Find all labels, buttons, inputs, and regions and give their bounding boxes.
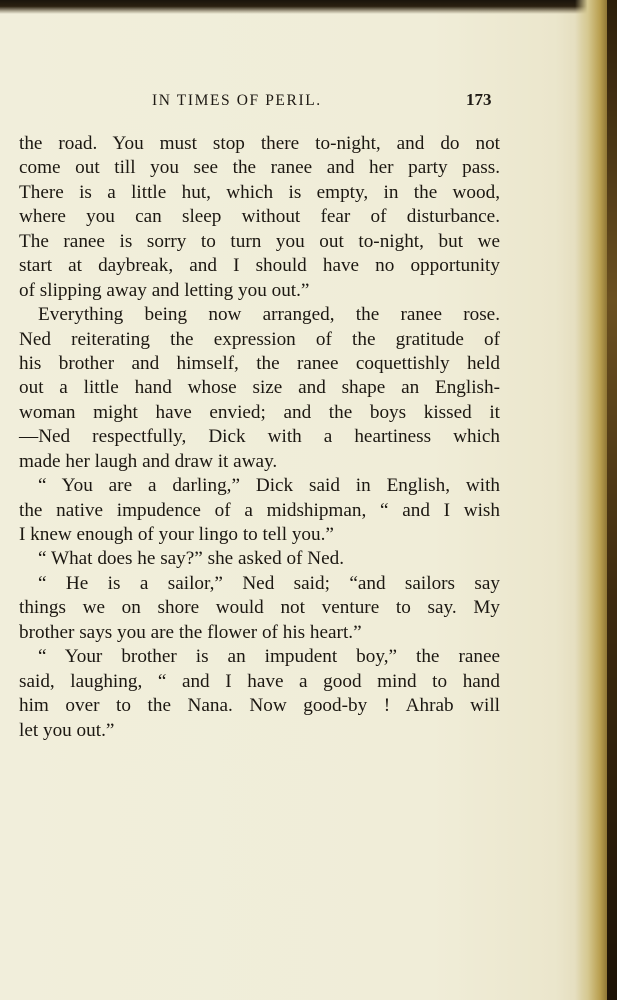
text-line: I knew enough of your lingo to tell you.” [19, 524, 334, 545]
page-number: 173 [466, 90, 492, 109]
text-line: him over to the Nana. Now good-by ! Ahrab will [19, 695, 500, 717]
text-line: “ What does he say?” she asked of Ned. [38, 548, 344, 570]
body-text [19, 132, 500, 743]
text-line: things we on shore would not venture to say. My [19, 597, 500, 619]
text-line: Ned reiterating the expression of the gratitude of [19, 328, 500, 350]
text-line: his brother and himself, the ranee coquettishly held [19, 352, 500, 374]
text-line: made her laugh and draw it away. [19, 450, 278, 472]
text-line: out a little hand whose size and shape an English- [19, 377, 500, 399]
text-line: woman might have envied; and the boys kissed it [19, 401, 500, 423]
text-line: come out till you see the ranee and her party pass. [19, 157, 500, 179]
text-line: “ Your brother is an impudent boy,” the ranee [38, 646, 500, 668]
text-line: where you can sleep without fear of disturbance. [19, 206, 500, 228]
text-line: the native impudence of a midshipman, “ and I wish [19, 499, 500, 521]
text-line: start at daybreak, and I should have no opportunity [19, 255, 500, 277]
text-line: The ranee is sorry to turn you out to-night, but we [19, 230, 500, 252]
text-line: said, laughing, “ and I have a good mind to hand [19, 670, 500, 692]
text-line: “ He is a sailor,” Ned said; “and sailors say [38, 572, 500, 594]
book-spine-dark-edge [607, 0, 617, 1000]
text-line: of slipping away and letting you out.” [19, 279, 310, 301]
page-top-shadow [0, 0, 617, 14]
text-line: let you out.” [19, 719, 115, 741]
text-line: the road. You must stop there to-night, and do not [19, 133, 500, 154]
text-line: —Ned respectfully, Dick with a heartiness which [19, 426, 500, 448]
running-title: IN TIMES OF PERIL. [152, 92, 322, 109]
text-line: brother says you are the flower of his heart.” [19, 621, 362, 643]
text-line: “ You are a darling,” Dick said in English, with [38, 475, 500, 497]
text-line: Everything being now arranged, the ranee rose. [38, 304, 500, 326]
text-line: There is a little hut, which is empty, in the wood, [19, 181, 500, 203]
